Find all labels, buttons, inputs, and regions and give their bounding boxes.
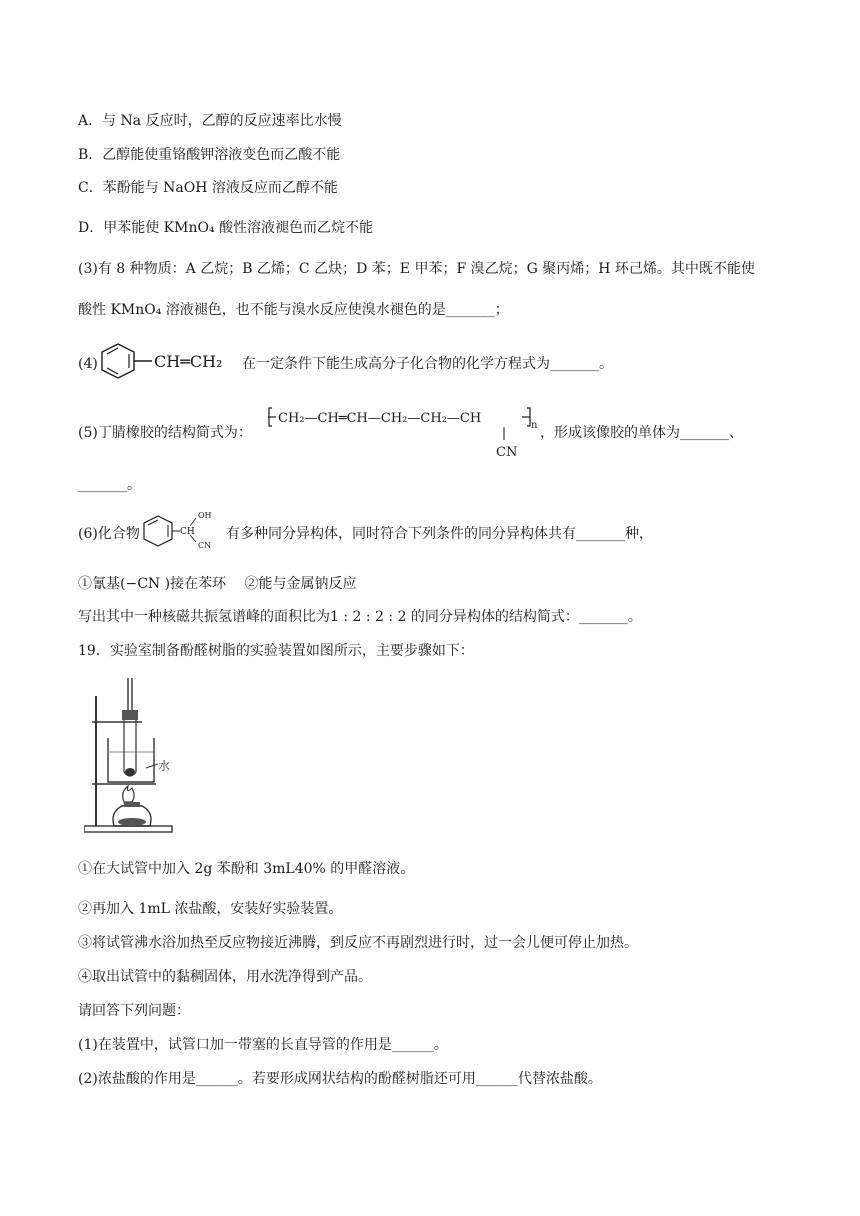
q4-text: 在一定条件下能生成高分子化合物的化学方程式为_______。: [242, 356, 613, 372]
option-c: C．苯酚能与 NaOH 溶液反应而乙醇不能: [78, 180, 338, 196]
step-1: ①在大试管中加入 2g 苯酚和 3mL40% 的甲醛溶液。: [78, 861, 415, 877]
oh-label: OH: [198, 511, 212, 520]
option-a: A．与 Na 反应时，乙醇的反应速率比水慢: [78, 113, 342, 129]
q5-prefix: (5)丁腈橡胶的结构简式为：: [78, 425, 252, 441]
q6-nmr: 写出其中一种核磁共振氢谱峰的面积比为1 : 2 : 2 : 2 的同分异构体的结构简式：_______。: [78, 609, 642, 625]
q4-prefix: (4): [78, 356, 98, 372]
q6-text: 有多种同分异构体，同时符合下列条件的同分异构体共有_______种，: [226, 526, 653, 542]
q3-line1: (3)有 8 种物质：A 乙烷；B 乙烯；C 乙炔；D 苯；E 甲苯；F 溴乙烷；G 聚丙烯；H 环己烯。其中既不能使: [78, 261, 755, 277]
ch-label: CH: [180, 527, 195, 537]
prompt: 请回答下列问题：: [78, 1003, 190, 1019]
q19-intro: 19．实验室制备酚醛树脂的实验装置如图所示，主要步骤如下：: [78, 643, 474, 659]
phenolic-resin-apparatus: [84, 676, 194, 836]
styrene-structure: [100, 340, 240, 384]
mandelonitrile-structure: [142, 506, 222, 552]
option-d: D．甲苯能使 KMnO₄ 酸性溶液褪色而乙烷不能: [78, 220, 374, 236]
option-b: B．乙醇能使重铬酸钾溶液变色而乙酸不能: [78, 147, 341, 163]
q6-conditions: ①氰基(−CN )接在苯环 ②能与金属钠反应: [78, 576, 357, 592]
q6-prefix: (6)化合物: [78, 526, 140, 542]
sub-question-1: (1)在装置中，试管口加一带塞的长直导管的作用是______。: [78, 1037, 448, 1053]
q3-line2: 酸性 KMnO₄ 溶液褪色，也不能与溴水反应使溴水褪色的是_______；: [78, 302, 509, 318]
nitrile-rubber-structure: [268, 402, 538, 464]
cn-label: CN: [198, 541, 212, 550]
chain-label: CH₂—CH═CH—CH₂—CH₂—CH: [278, 411, 482, 426]
cn-group: CN: [496, 445, 518, 460]
step-3: ③将试管沸水浴加热至反应物接近沸腾，到反应不再剧烈进行时，过一会儿便可停止加热。: [78, 935, 638, 951]
step-4: ④取出试管中的黏稠固体，用水洗净得到产品。: [78, 969, 372, 985]
q5-text: ，形成该像胶的单体为_______、: [540, 425, 743, 441]
step-2: ②再加入 1mL 浓盐酸，安装好实验装置。: [78, 901, 343, 917]
n-subscript: n: [531, 420, 538, 431]
styrene-label: CH═CH₂: [154, 352, 223, 371]
sub-question-2: (2)浓盐酸的作用是______。若要形成网状结构的酚醛树脂还可用______代替浓盐酸。: [78, 1071, 602, 1087]
q5-line2: _______。: [78, 477, 141, 493]
water-label: 水: [158, 759, 171, 773]
